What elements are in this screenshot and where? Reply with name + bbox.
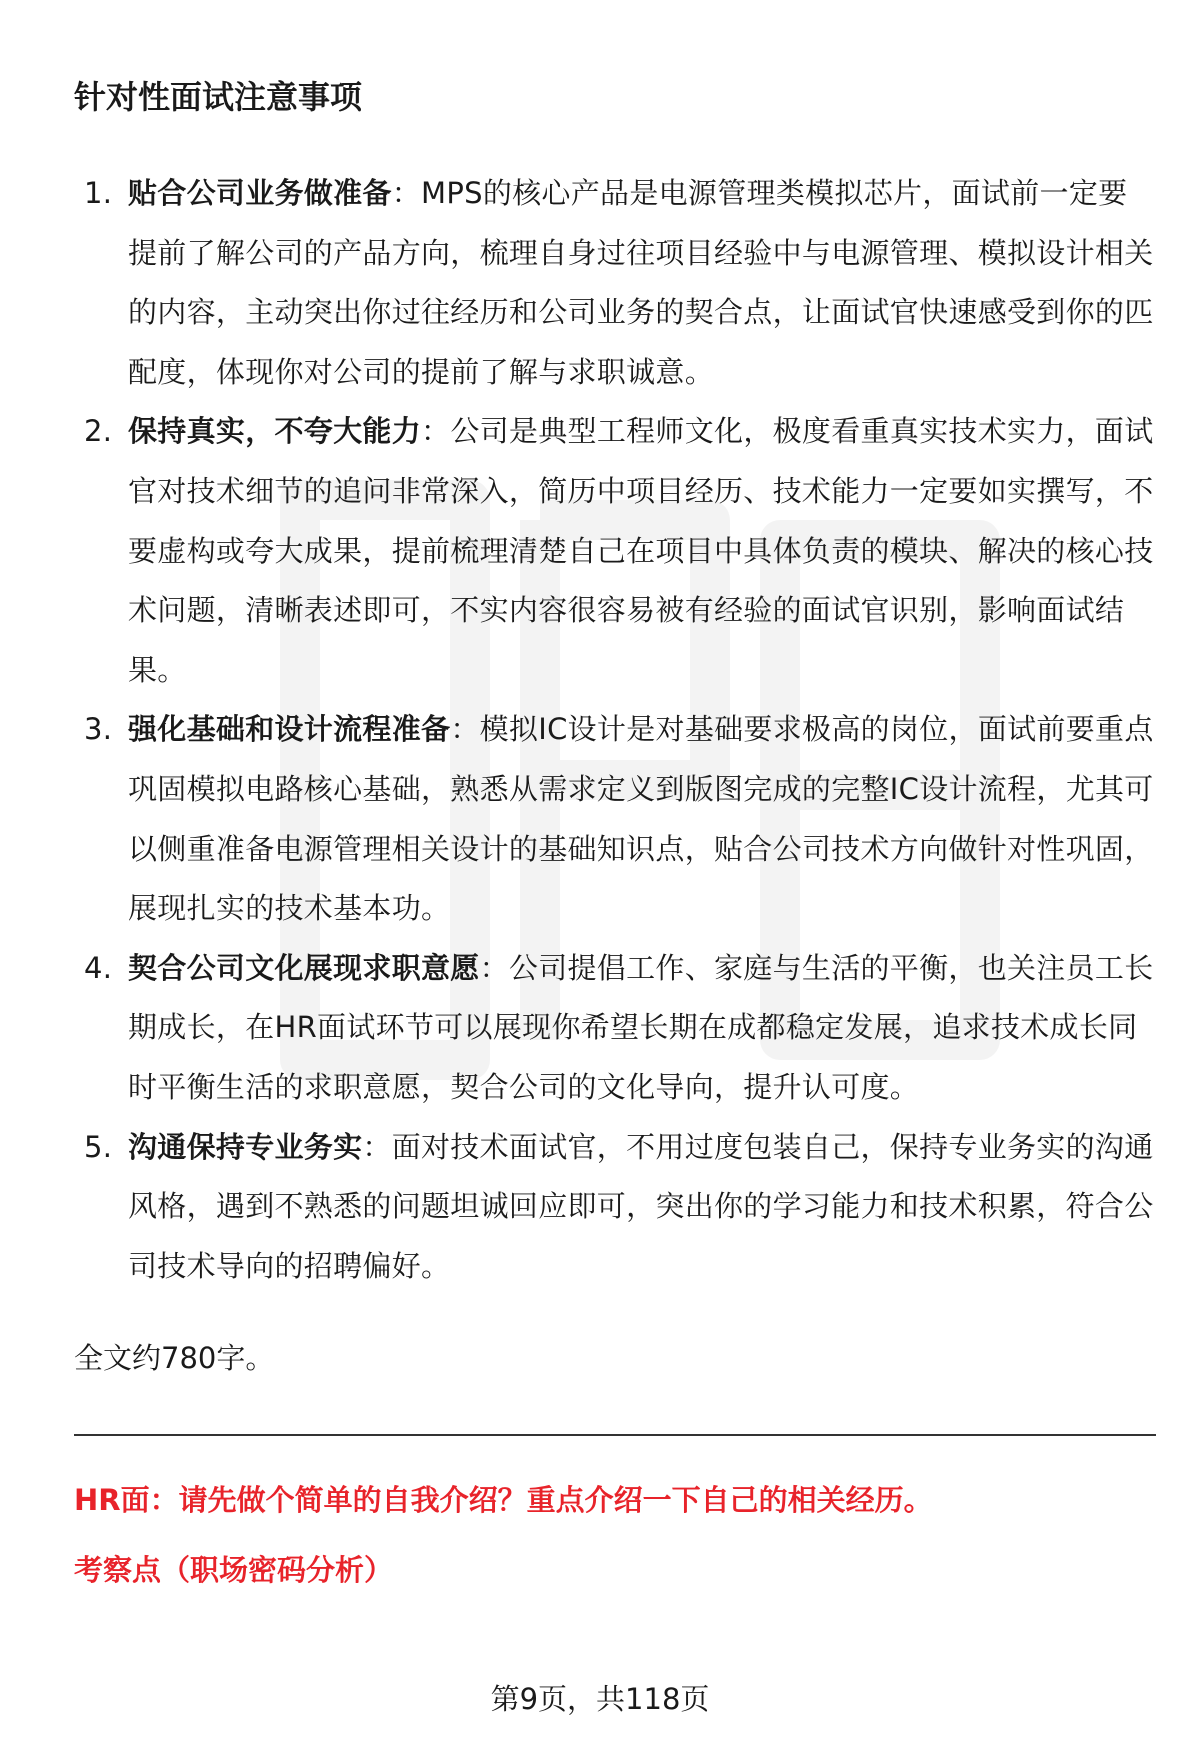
- list-item: [74, 700, 1154, 938]
- list-item: [74, 1118, 1154, 1297]
- list-item: [74, 164, 1154, 402]
- list-item-text: ：公司是典型工程师文化，极度看重真实技术实力，面试官对技术细节的追问非常深入，简历中项目经历、技术能力一定要如实撰写，不要虚构或夸大成果，提前梳理清楚自己在项目中具体负责的模块、解决的核心技术问题，清晰表述即可，不实内容很容易被有经验的面试官识别，影响面试结果。: [128, 414, 1154, 687]
- page-number: 第9页，共118页: [490, 1682, 710, 1716]
- list-item-lead: 契合公司文化展现求职意愿: [128, 950, 480, 985]
- list-number: 1.: [84, 176, 113, 210]
- list-number: 5.: [84, 1129, 113, 1164]
- list-item: [74, 939, 1154, 1118]
- list-number: 3.: [84, 712, 113, 747]
- section-title: 针对性面试注意事项: [74, 78, 363, 116]
- list-item-text: ：面对技术面试官，不用过度包装自己，保持专业务实的沟通风格，遇到不熟悉的问题坦诚回应即可，突出你的学习能力和技术积累，符合公司技术导向的招聘偏好。: [128, 1129, 1154, 1283]
- list-item: [74, 402, 1154, 700]
- list-item-text: ：模拟IC设计是对基础要求极高的岗位，面试前要重点巩固模拟电路核心基础，熟悉从需求定义到版图完成的完整IC设计流程，尤其可以侧重准备电源管理相关设计的基础知识点，贴合公司技术方向做针对性巩固，展现扎实的技术基本功。: [128, 712, 1154, 926]
- list-number: 2.: [84, 414, 113, 449]
- list-item-text: ：公司提倡工作、家庭与生活的平衡，也关注员工长期成长，在HR面试环节可以展现你希望长期在成都稳定发展，追求技术成长同时平衡生活的求职意愿，契合公司的文化导向，提升认可度。: [128, 950, 1154, 1104]
- list-item-text: ：MPS的核心产品是电源管理类模拟芯片，面试前一定要提前了解公司的产品方向，梳理自身过往项目经验中与电源管理、模拟设计相关的内容，主动突出你过往经历和公司业务的契合点，让面试官快速感受到你的匹配度，体现你对公司的提前了解与求职诚意。: [128, 176, 1154, 389]
- divider: [74, 1434, 1156, 1436]
- list-item-lead: 沟通保持专业务实: [128, 1129, 363, 1164]
- word-count: 全文约780字。: [74, 1341, 275, 1375]
- interview-question: HR面：请先做个简单的自我介绍？重点介绍一下自己的相关经历。: [74, 1483, 933, 1517]
- list-number: 4.: [84, 950, 113, 985]
- list-item-lead: 保持真实，不夸大能力: [128, 414, 422, 449]
- assessment-heading: 考察点（职场密码分析）: [74, 1553, 394, 1587]
- list-item-lead: 贴合公司业务做准备: [128, 176, 392, 210]
- notes-list: [74, 164, 1154, 1296]
- list-item-lead: 强化基础和设计流程准备: [128, 712, 451, 747]
